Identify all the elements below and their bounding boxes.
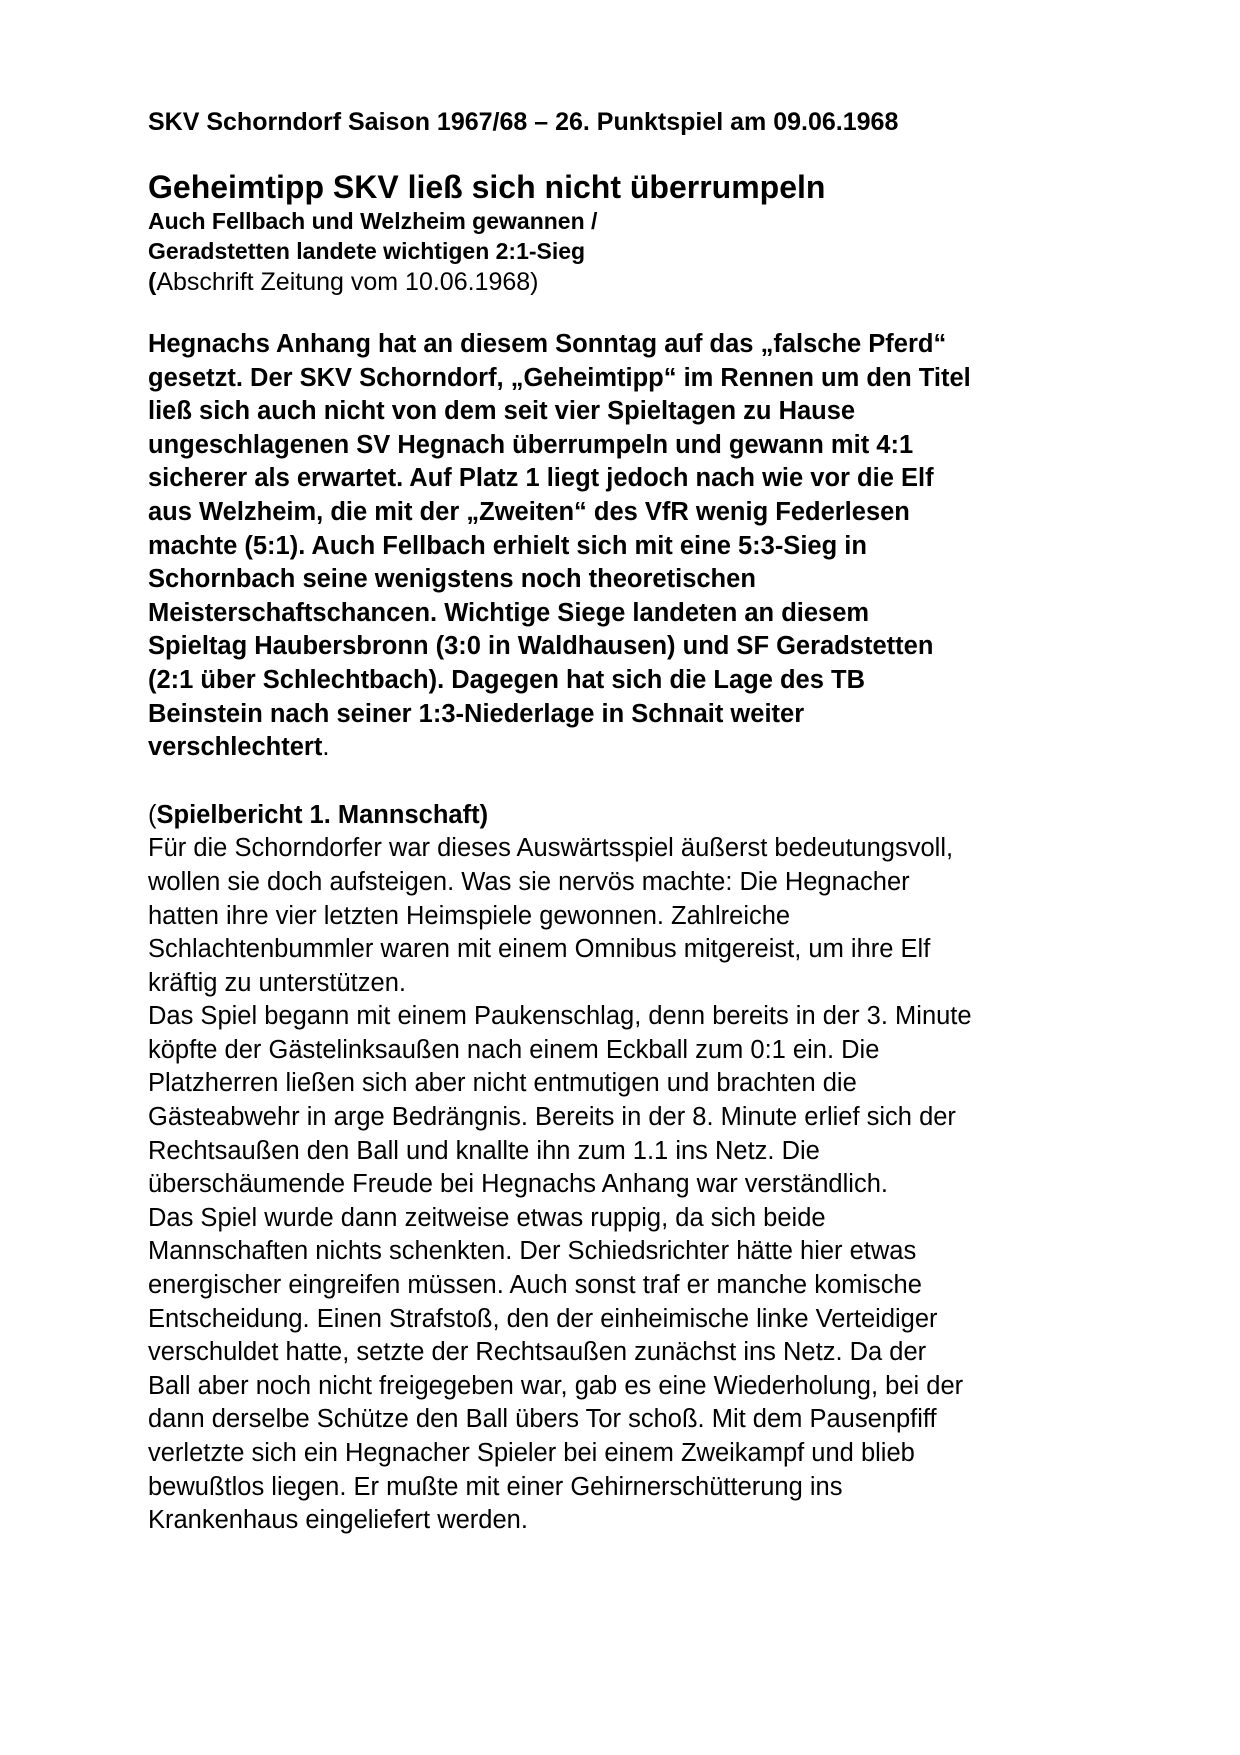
lead-line-last [148, 731, 1108, 765]
lead-line: aus Welzheim, die mit der „Zweiten“ des VfR wenig Federlesen [148, 497, 910, 526]
report-line: verschuldet hatte, setzte der Rechtsaußen zunächst ins Netz. Da der [148, 1338, 927, 1367]
report-line: Gästeabwehr in arge Bedrängnis. Bereits in der 8. Minute erlief sich der [148, 1103, 956, 1132]
lead-line: Beinstein nach seiner 1:3-Niederlage in Schnait weiter [148, 699, 805, 728]
report-heading-paren: ( [148, 800, 157, 829]
lead-line: Schornbach seine wenigstens noch theoretischen [148, 565, 756, 594]
report-line: energischer eingreifen müssen. Auch sonst traf er manche komische [148, 1271, 922, 1300]
report-line: Rechtsaußen den Ball und knallte ihn zum 1.1 ins Netz. Die [148, 1136, 820, 1165]
report-line: bewußtlos liegen. Er mußte mit einer Gehirnerschütterung ins [148, 1472, 843, 1501]
report-line: überschäumende Freude bei Hegnachs Anhang war verständlich. [148, 1170, 888, 1199]
lead-line: Hegnachs Anhang hat an diesem Sonntag auf das „falsche Pferd“ [148, 330, 947, 358]
report-line: Krankenhaus eingeliefert werden. [148, 1506, 528, 1535]
lead-line: Spieltag Haubersbronn (3:0 in Waldhausen) und SF Geradstetten [148, 632, 934, 661]
article-subline: Geradstetten landete wichtigen 2:1-Sieg [148, 238, 586, 264]
report-line: kräftig zu unterstützen. [148, 968, 406, 997]
report-heading-text: Spielbericht 1. Mannschaft) [156, 800, 489, 829]
report-line: Mannschaften nichts schenkten. Der Schiedsrichter hätte hier etwas [148, 1237, 917, 1266]
report-line: Platzherren ließen sich aber nicht entmutigen und brachten die [148, 1069, 857, 1098]
lead-line: ließ sich auch nicht von dem seit vier Spieltagen zu Hause [148, 397, 856, 426]
lead-last-period: . [322, 733, 330, 762]
lead-line: ungeschlagenen SV Hegnach überrumpeln und gewann mit 4:1 [148, 430, 914, 459]
report-line: dann derselbe Schütze den Ball übers Tor schoß. Mit dem Pausenpfiff [148, 1405, 937, 1434]
lead-last-bold: verschlechtert [148, 733, 323, 762]
lead-line: Meisterschaftschancen. Wichtige Siege landeten an diesem [148, 598, 870, 627]
source-note [148, 266, 1108, 298]
report-line: Entscheidung. Einen Strafstoß, den der einheimische linke Verteidiger [148, 1304, 938, 1333]
lead-line: sicherer als erwartet. Auf Platz 1 liegt jedoch nach wie vor die Elf [148, 464, 934, 493]
article-headline: Geheimtipp SKV ließ sich nicht überrumpeln [148, 169, 826, 205]
lead-paragraph [148, 328, 1108, 765]
report-line: Das Spiel wurde dann zeitweise etwas ruppig, da sich beide [148, 1203, 826, 1232]
document-page [148, 106, 1108, 1538]
lead-line: gesetzt. Der SKV Schorndorf, „Geheimtipp“ im Rennen um den Titel [148, 363, 971, 392]
report-line: Für die Schorndorfer war dieses Auswärtsspiel äußerst bedeutungsvoll, [148, 834, 954, 863]
report-line: Das Spiel begann mit einem Paukenschlag, denn bereits in der 3. Minute [148, 1002, 972, 1031]
report-heading [148, 799, 1108, 833]
report-line: köpfte der Gästelinksaußen nach einem Eckball zum 0:1 ein. Die [148, 1035, 880, 1064]
source-note-text: Abschrift Zeitung vom 10.06.1968) [156, 268, 539, 296]
article-subline: Auch Fellbach und Welzheim gewannen / [148, 208, 598, 234]
report-body [148, 832, 1108, 1537]
lead-line: (2:1 über Schlechtbach). Dagegen hat sich die Lage des TB [148, 665, 866, 694]
report-line: wollen sie doch aufsteigen. Was sie nervös machte: Die Hegnacher [148, 867, 910, 896]
report-line: Ball aber noch nicht freigegeben war, gab es eine Wiederholung, bei der [148, 1371, 964, 1400]
lead-line: machte (5:1). Auch Fellbach erhielt sich mit eine 5:3-Sieg in [148, 531, 867, 560]
report-line: Schlachtenbummler waren mit einem Omnibus mitgereist, um ihre Elf [148, 935, 931, 964]
report-line: hatten ihre vier letzten Heimspiele gewonnen. Zahlreiche [148, 901, 791, 930]
document-header: SKV Schorndorf Saison 1967/68 – 26. Punktspiel am 09.06.1968 [148, 108, 899, 136]
source-note-paren: ( [148, 268, 157, 296]
report-line: verletzte sich ein Hegnacher Spieler bei einem Zweikampf und blieb [148, 1439, 915, 1467]
